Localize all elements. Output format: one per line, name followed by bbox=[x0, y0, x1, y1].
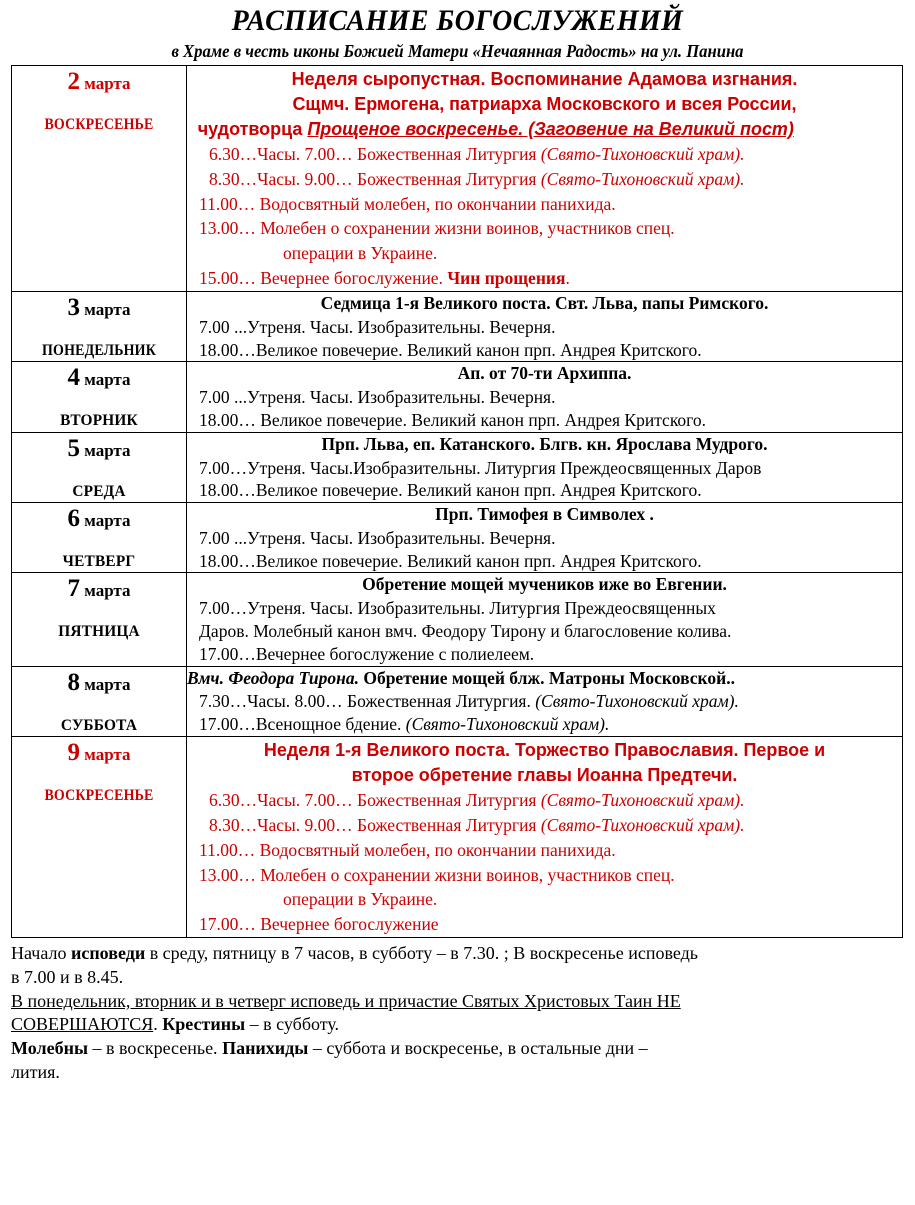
service-text: Божественная Литургия bbox=[357, 168, 541, 189]
service-text: Божественная Литургия. bbox=[347, 691, 536, 712]
service-time: 8.30…Часы. 9.00… bbox=[209, 814, 358, 835]
service-location-note: (Свято-Тихоновский храм). bbox=[540, 814, 745, 835]
service-emphasis-end: . bbox=[565, 268, 570, 289]
celebration-heading-italic: Вмч. Феодора Тирона. bbox=[187, 667, 359, 688]
heading-extra-emphasis: Прощеное воскресенье. (Заговение на Великий пост) bbox=[307, 117, 794, 139]
service-text: Великое повечерие. Великий канон прп. Андрея Критского. bbox=[255, 339, 702, 360]
date-line bbox=[12, 365, 186, 390]
celebration-heading: Ап. от 70-ти Архиппа. bbox=[457, 363, 632, 384]
date-line bbox=[12, 576, 186, 601]
service-time: 6.30…Часы. 7.00… bbox=[209, 143, 358, 164]
note-line-2: в 7.00 и в 8.45. bbox=[11, 966, 124, 987]
date-line bbox=[12, 295, 186, 320]
service-line bbox=[187, 620, 902, 643]
day-number: 4 bbox=[67, 364, 80, 392]
celebration-heading: Неделя сыропустная. Воспоминание Адамова изгнания. bbox=[291, 67, 798, 89]
service-time: 13.00… bbox=[199, 218, 261, 239]
service-line bbox=[187, 409, 902, 432]
celebration-heading-text: Обретение мощей блж. Матроны Московской.. bbox=[358, 667, 735, 688]
weekday-label: ПОНЕДЕЛЬНИК bbox=[42, 341, 156, 359]
service-line bbox=[187, 597, 902, 620]
celebration-heading-extra bbox=[198, 117, 892, 141]
service-text: Утреня. Часы. Изобразительны. Вечерня. bbox=[247, 316, 556, 337]
day-number: 2 bbox=[67, 67, 80, 95]
table-row bbox=[12, 362, 903, 432]
table-row bbox=[12, 65, 903, 291]
event-cell bbox=[187, 666, 903, 736]
service-line bbox=[187, 690, 902, 713]
weekday-label: ВОСКРЕСЕНЬЕ bbox=[44, 786, 154, 804]
day-cell bbox=[12, 503, 187, 573]
note-5-keyword-2: Панихиды bbox=[222, 1038, 309, 1059]
note-line-1 bbox=[11, 942, 904, 966]
note-line-6: лития. bbox=[11, 1061, 60, 1082]
service-line bbox=[187, 266, 902, 291]
day-number: 8 bbox=[67, 668, 80, 696]
note-5-keyword-1: Молебны bbox=[11, 1038, 89, 1059]
date-line bbox=[12, 506, 186, 531]
event-cell bbox=[187, 291, 903, 361]
service-line bbox=[187, 887, 902, 912]
page-title: РАСПИСАНИЕ БОГОСЛУЖЕНИЙ bbox=[231, 4, 684, 37]
service-time: 13.00… bbox=[199, 864, 261, 885]
service-text: Вечернее богослужение. bbox=[260, 268, 448, 289]
service-time: 11.00… bbox=[199, 839, 260, 860]
event-cell bbox=[187, 503, 903, 573]
service-text: Великое повечерие. Великий канон прп. Андрея Критского. bbox=[255, 480, 702, 501]
event-cell bbox=[187, 432, 903, 502]
service-line bbox=[187, 386, 902, 409]
heading-extra-plain: чудотворца bbox=[197, 117, 308, 139]
date-line bbox=[12, 436, 186, 461]
service-text: Божественная Литургия bbox=[357, 143, 541, 164]
weekday-label: СРЕДА bbox=[72, 482, 126, 500]
day-cell bbox=[12, 65, 187, 291]
note-line-5 bbox=[11, 1037, 904, 1061]
weekday-label: ВОСКРЕСЕНЬЕ bbox=[44, 115, 154, 133]
service-text: Водосвятный молебен, по окончании панихида. bbox=[259, 839, 616, 860]
service-text: Молебен о сохранении жизни воинов, участников спец. bbox=[260, 864, 675, 885]
service-text: Вечернее богослужение с полиелеем. bbox=[255, 643, 535, 664]
service-location-note: (Свято-Тихоновский храм). bbox=[405, 714, 610, 735]
table-row bbox=[12, 291, 903, 361]
month-label: марта bbox=[79, 581, 131, 601]
day-number: 7 bbox=[67, 575, 80, 603]
service-time: 17.00… bbox=[199, 914, 261, 935]
service-time: 18.00… bbox=[199, 550, 256, 571]
table-row bbox=[12, 503, 903, 573]
service-line bbox=[187, 457, 902, 480]
service-line bbox=[187, 863, 902, 888]
month-label: марта bbox=[79, 440, 131, 460]
footer-notes bbox=[11, 942, 904, 1085]
month-label: марта bbox=[79, 674, 131, 694]
table-row bbox=[12, 736, 903, 937]
day-cell bbox=[12, 291, 187, 361]
month-label: марта bbox=[79, 370, 131, 390]
service-line bbox=[187, 813, 902, 838]
day-cell bbox=[12, 573, 187, 666]
note-3-underlined: В понедельник, вторник и в четверг исповедь и причастие Святых Христовых Таин НЕ bbox=[11, 990, 681, 1011]
date-line bbox=[12, 670, 186, 695]
service-line bbox=[187, 142, 902, 167]
service-time: 7.00… bbox=[199, 457, 248, 478]
service-text: Божественная Литургия bbox=[357, 814, 541, 835]
note-5-mid: – в воскресенье. bbox=[88, 1038, 223, 1059]
service-text: Утреня. Часы. Изобразительны. Литургия Преждеосвященных bbox=[247, 598, 716, 619]
note-1-rest: в среду, пятницу в 7 часов, в субботу – в 7.30. ; В воскресенье исповедь bbox=[145, 943, 699, 964]
day-number: 5 bbox=[67, 434, 80, 462]
weekday-label: СУББОТА bbox=[60, 716, 138, 734]
service-location-note: (Свято-Тихоновский храм). bbox=[540, 143, 745, 164]
month-label: марта bbox=[79, 511, 131, 531]
service-text: Всенощное бдение. bbox=[255, 714, 406, 735]
date-line bbox=[12, 69, 186, 94]
service-line bbox=[187, 788, 902, 813]
celebration-heading: Прп. Тимофея в Символех . bbox=[435, 504, 654, 525]
service-time: 18.00… bbox=[199, 339, 256, 360]
celebration-heading bbox=[187, 668, 902, 690]
service-line bbox=[187, 479, 902, 502]
service-line bbox=[187, 643, 902, 666]
day-cell bbox=[12, 666, 187, 736]
service-line bbox=[187, 527, 902, 550]
service-text: Водосвятный молебен, по окончании панихида. bbox=[259, 193, 616, 214]
celebration-heading: второе обретение главы Иоанна Предтечи. bbox=[351, 764, 738, 785]
month-label: марта bbox=[79, 744, 131, 764]
weekday-label: ПЯТНИЦА bbox=[58, 623, 140, 641]
month-label: марта bbox=[79, 73, 131, 93]
celebration-heading: Обретение мощей мучеников иже во Евгении. bbox=[362, 574, 727, 595]
service-time: 7.00… bbox=[199, 598, 248, 619]
service-time: 17.00… bbox=[199, 714, 256, 735]
service-time: 17.00… bbox=[199, 643, 256, 664]
service-location-note: (Свято-Тихоновский храм). bbox=[535, 691, 739, 712]
service-text: операции в Украине. bbox=[283, 243, 438, 264]
page-subtitle: в Храме в честь иконы Божией Матери «Нечаянная Радость» на ул. Панина bbox=[171, 40, 744, 61]
celebration-heading: Прп. Льва, еп. Катанского. Блгв. кн. Ярослава Мудрого. bbox=[321, 433, 768, 454]
note-4-underlined: СОВЕРШАЮТСЯ bbox=[11, 1014, 154, 1035]
note-4-keyword: Крестины bbox=[162, 1014, 246, 1035]
service-text: Молебен о сохранении жизни воинов, участников спец. bbox=[260, 218, 675, 239]
service-line bbox=[187, 192, 902, 217]
day-number: 9 bbox=[67, 738, 80, 766]
service-text: Великое повечерие. Великий канон прп. Андрея Критского. bbox=[260, 409, 707, 430]
note-4-sep: . bbox=[153, 1014, 163, 1035]
service-time: 7.00 ... bbox=[199, 316, 248, 337]
note-5-rest: – суббота и воскресенье, в остальные дни – bbox=[308, 1038, 648, 1059]
service-line bbox=[187, 713, 902, 736]
day-cell bbox=[12, 432, 187, 502]
service-line bbox=[187, 838, 902, 863]
event-cell bbox=[187, 65, 903, 291]
service-line bbox=[187, 339, 902, 362]
event-cell bbox=[187, 573, 903, 666]
service-time: 6.30…Часы. 7.00… bbox=[209, 790, 358, 811]
schedule-page bbox=[0, 5, 915, 1205]
day-number: 3 bbox=[67, 293, 80, 321]
celebration-heading: Неделя 1-я Великого поста. Торжество Православия. Первое и bbox=[263, 738, 826, 760]
service-time: 18.00… bbox=[199, 409, 261, 430]
service-line bbox=[187, 316, 902, 339]
service-time: 7.00 ... bbox=[199, 527, 248, 548]
note-1-prefix: Начало bbox=[11, 943, 71, 964]
service-text: Вечернее богослужение bbox=[260, 914, 439, 935]
table-row bbox=[12, 666, 903, 736]
event-cell bbox=[187, 362, 903, 432]
service-line bbox=[187, 216, 902, 241]
celebration-heading: Седмица 1-я Великого поста. Свт. Льва, папы Римского. bbox=[320, 292, 769, 313]
service-text: Божественная Литургия bbox=[357, 790, 541, 811]
service-text: Утреня. Часы. Изобразительны. Вечерня. bbox=[247, 387, 556, 408]
table-row bbox=[12, 432, 903, 502]
month-label: марта bbox=[79, 299, 131, 319]
schedule-table bbox=[11, 65, 903, 938]
celebration-heading: Сщмч. Ермогена, патриарха Московского и всея России, bbox=[292, 92, 797, 114]
day-number: 6 bbox=[67, 505, 80, 533]
note-4-rest: – в субботу. bbox=[245, 1014, 340, 1035]
service-time: 11.00… bbox=[199, 193, 260, 214]
day-cell bbox=[12, 362, 187, 432]
date-line bbox=[12, 740, 186, 765]
service-time: 18.00… bbox=[199, 480, 256, 501]
service-emphasis: Чин прощения bbox=[447, 268, 566, 289]
service-line bbox=[187, 912, 902, 937]
service-text: Утреня. Часы.Изобразительны. Литургия Преждеосвященных Даров bbox=[247, 457, 762, 478]
service-text: операции в Украине. bbox=[283, 889, 438, 910]
note-line-3 bbox=[11, 990, 904, 1014]
service-line bbox=[187, 167, 902, 192]
service-time: 7.00 ... bbox=[199, 387, 248, 408]
service-time: 7.30…Часы. 8.00… bbox=[199, 691, 348, 712]
day-cell bbox=[12, 736, 187, 937]
note-line-4 bbox=[11, 1013, 904, 1037]
note-1-keyword: исповеди bbox=[70, 943, 146, 964]
service-text: Утреня. Часы. Изобразительны. Вечерня. bbox=[247, 527, 556, 548]
service-text: Даров. Молебный канон вмч. Феодору Тирону и благословение колива. bbox=[199, 621, 732, 642]
service-line bbox=[187, 550, 902, 573]
service-text: Великое повечерие. Великий канон прп. Андрея Критского. bbox=[255, 550, 702, 571]
table-row bbox=[12, 573, 903, 666]
service-time: 15.00… bbox=[199, 268, 261, 289]
service-location-note: (Свято-Тихоновский храм). bbox=[540, 790, 745, 811]
service-line bbox=[187, 241, 902, 266]
service-time: 8.30…Часы. 9.00… bbox=[209, 168, 358, 189]
event-cell bbox=[187, 736, 903, 937]
service-location-note: (Свято-Тихоновский храм). bbox=[540, 168, 745, 189]
weekday-label: ЧЕТВЕРГ bbox=[62, 553, 136, 571]
weekday-label: ВТОРНИК bbox=[60, 412, 138, 430]
